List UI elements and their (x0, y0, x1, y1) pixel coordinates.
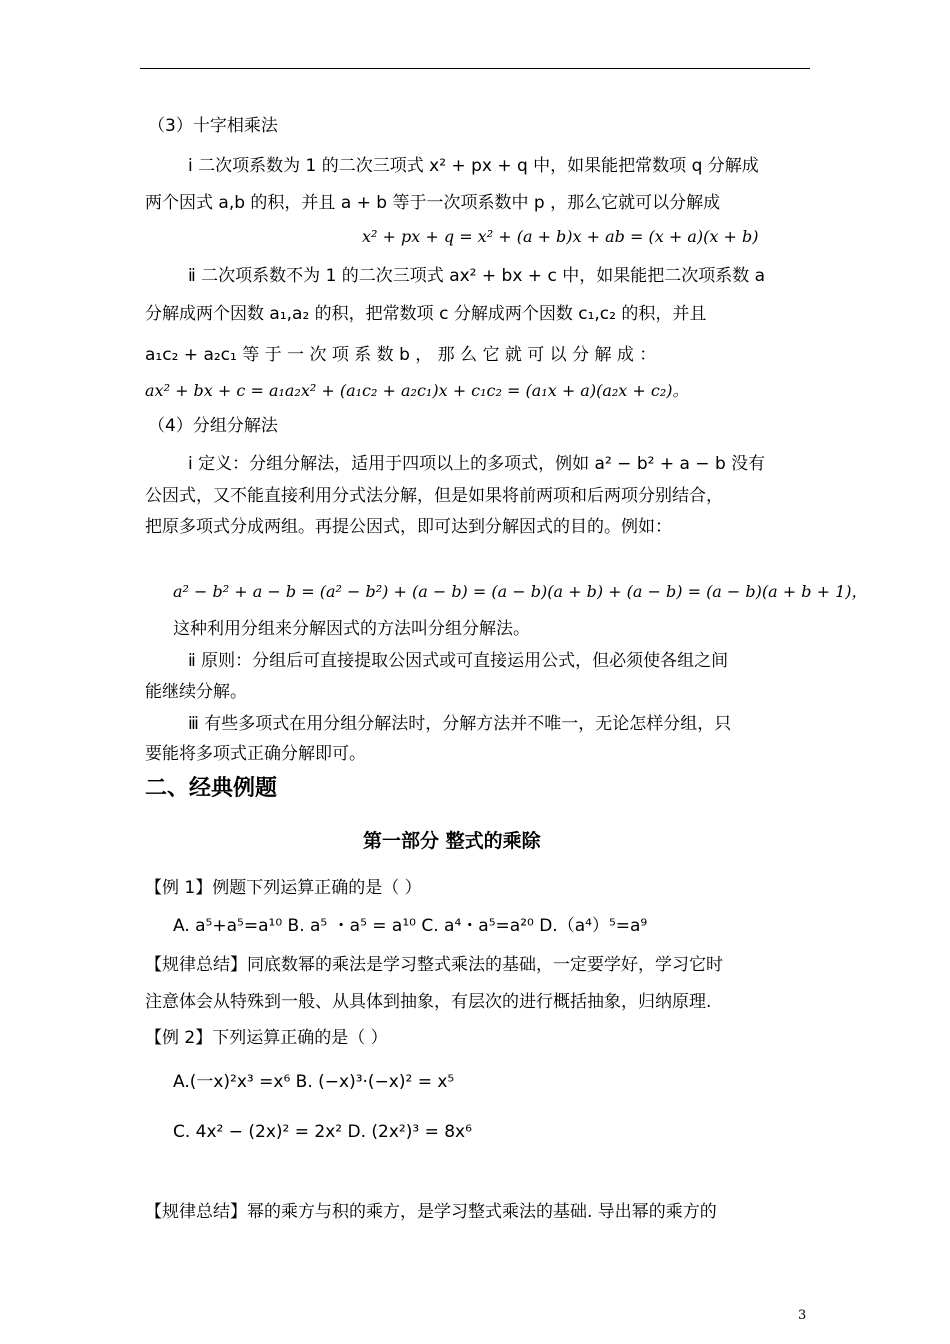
page-number: 3 (798, 1308, 807, 1323)
paragraph-line: 注意体会从特殊到一般、从具体到抽象，有层次的进行概括抽象，归纳原理. (145, 992, 712, 1012)
paragraph-line: 分解成两个因数 a₁,a₂ 的积，把常数项 c 分解成两个因数 c₁,c₂ 的积，并且 (145, 304, 707, 324)
paragraph-line: ⅰ 二次项系数为 1 的二次三项式 x² + px + q 中，如果能把常数项 q 分解成 (188, 156, 759, 176)
paragraph-line: 【规律总结】幂的乘方与积的乘方，是学习整式乘法的基础. 导出幂的乘方的 (145, 1202, 717, 1222)
example-question: 【例 1】例题下列运算正确的是（ ） (145, 878, 422, 898)
paragraph-line: ⅰ 定义：分组分解法，适用于四项以上的多项式，例如 a² − b² + a − b 没有 (188, 454, 766, 474)
example-question: 【例 2】下列运算正确的是（ ） (145, 1028, 388, 1048)
formula: ax² + bx + c = a₁a₂x² + (a₁c₂ + a₂c₁)x + c₁c₂ = (a₁x + a)(a₂x + c₂)。 (145, 381, 689, 400)
part-title: 第一部分 整式的乘除 (363, 830, 541, 852)
answer-options: A.(一x)²x³ =x⁶ B. (−x)³·(−x)² = x⁵ (173, 1072, 455, 1092)
formula: x² + px + q = x² + (a + b)x + ab = (x + a)(x + b) (362, 227, 759, 246)
answer-options: C. 4x² − (2x)² = 2x² D. (2x²)³ = 8x⁶ (173, 1122, 472, 1142)
paragraph-line: a₁c₂ + a₂c₁ 等 于 一 次 项 系 数 b ， 那 么 它 就 可 以 分 解 成 ： (145, 345, 657, 365)
paragraph-line: ⅱ 二次项系数不为 1 的二次三项式 ax² + bx + c 中，如果能把二次项系数 a (188, 266, 766, 286)
paragraph-line: 能继续分解。 (145, 682, 247, 702)
section-title: 二、经典例题 (145, 776, 278, 801)
paragraph-line: 这种利用分组来分解因式的方法叫分组分解法。 (173, 619, 530, 639)
paragraph-line: 公因式，又不能直接利用分式法分解，但是如果将前两项和后两项分别结合， (145, 486, 723, 506)
paragraph-line: 【规律总结】同底数幂的乘法是学习整式乘法的基础，一定要学好，学习它时 (145, 955, 723, 975)
paragraph-line: 要能将多项式正确分解即可。 (145, 744, 366, 764)
header-rule (140, 68, 810, 69)
paragraph-line: ⅲ 有些多项式在用分组分解法时，分解方法并不唯一，无论怎样分组，只 (188, 714, 732, 734)
answer-options: A. a⁵+a⁵=a¹⁰ B. a⁵ ・a⁵ = a¹⁰ C. a⁴・a⁵=a²⁰ D.（a⁴）⁵=a⁹ (173, 916, 648, 936)
paragraph-line: 把原多项式分成两组。再提公因式，即可达到分解因式的目的。例如： (145, 517, 672, 537)
formula: a² − b² + a − b = (a² − b²) + (a − b) = (a − b)(a + b) + (a − b) = (a − b)(a + b + 1)， (173, 582, 868, 601)
paragraph-line: ⅱ 原则：分组后可直接提取公因式或可直接运用公式，但必须使各组之间 (188, 651, 729, 671)
paragraph-line: 两个因式 a,b 的积，并且 a + b 等于一次项系数中 p ，那么它就可以分解成 (145, 193, 721, 213)
section-heading-grouping: （4）分组分解法 (148, 416, 278, 436)
section-heading-cross-multiplication: （3）十字相乘法 (148, 116, 278, 136)
